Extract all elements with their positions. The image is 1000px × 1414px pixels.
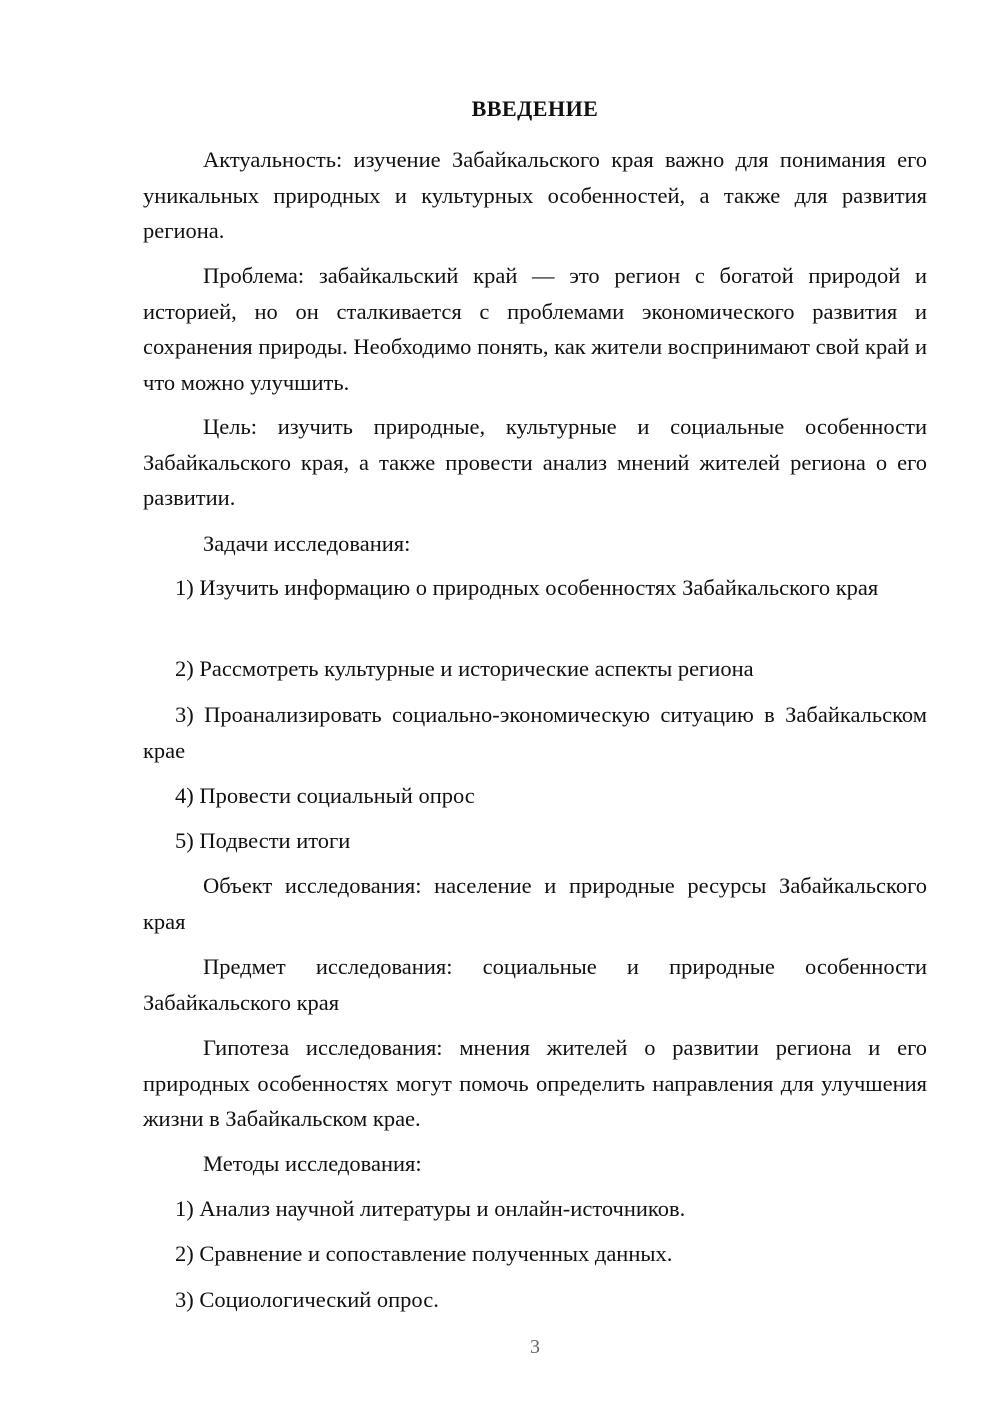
paragraph-hypothesis: Гипотеза исследования: мнения жителей о развитии региона и его природных особенностях могут помочь определить направления для улучшения жизни в Забайкальском крае. [143,1035,927,1131]
method-item: 1) Анализ научной литературы и онлайн-источников. [175,1196,686,1221]
task-item: 5) Подвести итоги [175,828,351,853]
paragraph-problem: Проблема: забайкальский край — это регион с богатой природой и историей, но он сталкивается с проблемами экономического развития и сохранения природы. Необходимо понять, как жители воспринимают свой край и что можно улучшить. [143,263,927,395]
tasks-heading: Задачи исследования: [203,531,411,556]
paragraph-subject: Предмет исследования: социальные и природные особенности Забайкальского края [143,954,927,1015]
task-item: 4) Провести социальный опрос [175,783,475,808]
method-item: 3) Социологический опрос. [175,1287,439,1312]
paragraph-goal: Цель: изучить природные, культурные и социальные особенности Забайкальского края, а также провести анализ мнений жителей региона о его развитии. [143,414,927,510]
task-item: 1) Изучить информацию о природных особенностях Забайкальского края [175,575,879,600]
paragraph-relevance: Актуальность: изучение Забайкальского края важно для понимания его уникальных природных и культурных особенностей, а также для развития региона. [143,147,927,243]
methods-heading: Методы исследования: [203,1151,422,1176]
task-item: 2) Рассмотреть культурные и исторические аспекты региона [175,656,754,681]
paragraph-object: Объект исследования: население и природные ресурсы Забайкальского края [143,873,927,934]
method-item: 2) Сравнение и сопоставление полученных данных. [175,1241,673,1266]
page-title: ВВЕДЕНИЕ [471,96,599,121]
page-number: 3 [530,1336,540,1358]
task-item: 3) Проанализировать социально-экономическую ситуацию в Забайкальском крае [143,702,927,763]
